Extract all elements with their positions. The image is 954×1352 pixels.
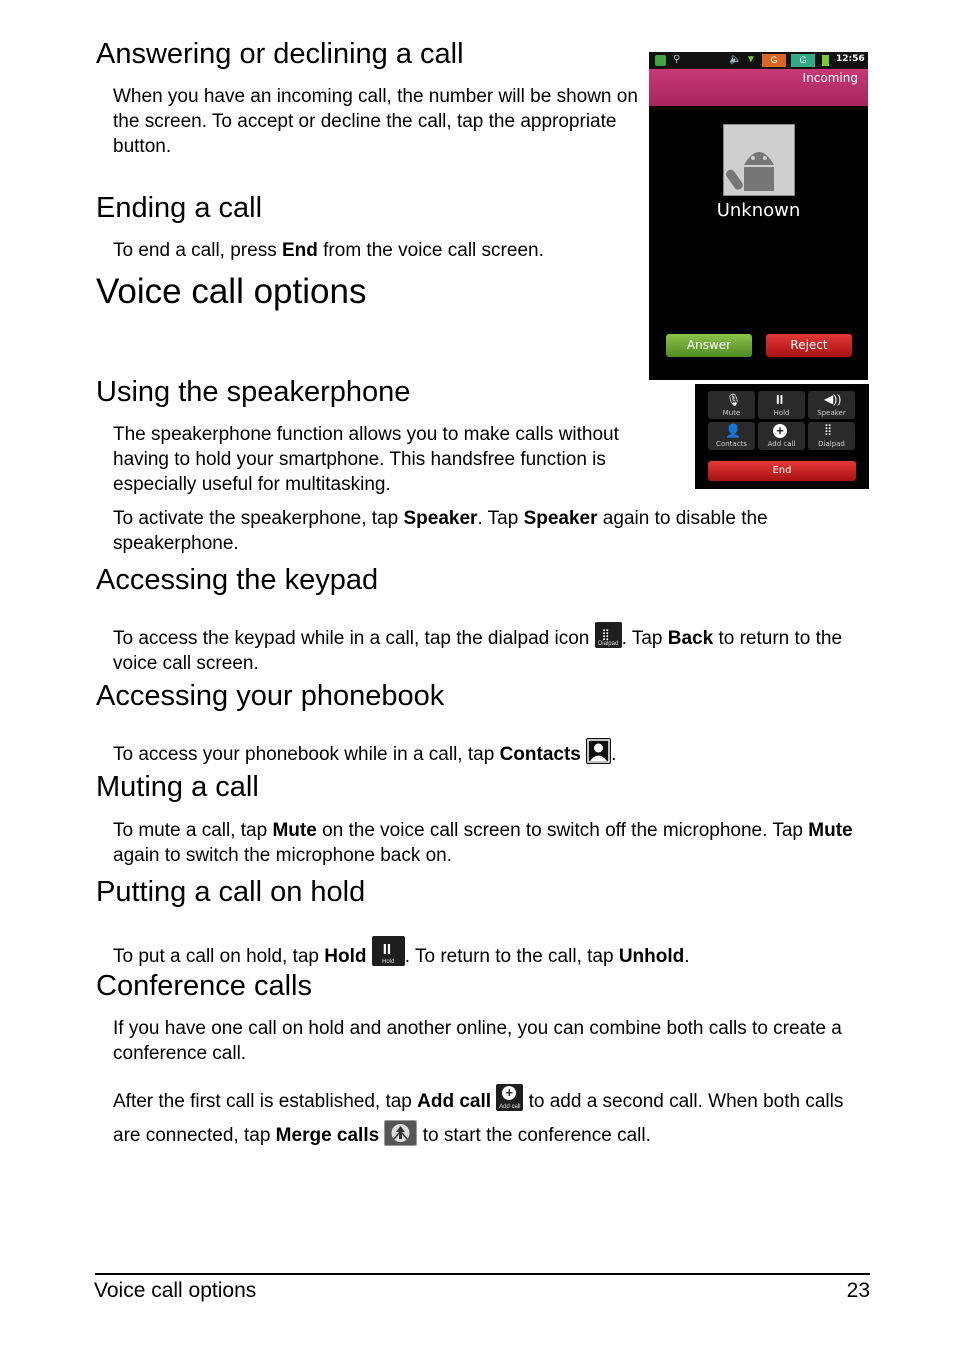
hold-icon: [372, 936, 405, 966]
footer-title: Voice call options: [94, 1279, 257, 1302]
heading-muting: Muting a call: [96, 771, 259, 803]
key-add-call[interactable]: [758, 422, 805, 450]
heading-ending: Ending a call: [96, 192, 263, 224]
answering-text: When you have an incoming call, the number will be shown on the screen. To accept or decline the call, tap the appropriate button.: [113, 86, 638, 157]
key-mute-label: Mute: [722, 409, 741, 417]
key-add-call-label: Add call: [767, 440, 796, 448]
heading-conference: Conference calls: [96, 970, 312, 1002]
heading-phonebook: Accessing your phonebook: [96, 680, 445, 712]
heading-answering: Answering or declining a call: [96, 38, 464, 70]
keypad-text: To access the keypad while in a call, tap the dialpad icon ⣿ Dialpad . Tap Back to return to the voice call screen.: [113, 622, 873, 676]
pause-icon: II: [382, 941, 392, 958]
answer-button[interactable]: Answer: [666, 334, 752, 357]
conference-steps-text: After the first call is established, tap Add call + Add call to add a second call. When both calls are connected, tap Merge calls to start the conference call.: [113, 1085, 844, 1146]
phonebook-text: To access your phonebook while in a call, tap Contacts .: [113, 738, 873, 767]
contacts-icon: [586, 738, 611, 764]
footer-rule: [95, 1273, 870, 1275]
speaker-icon: ◀)): [824, 392, 842, 406]
plus-icon: +: [502, 1086, 516, 1100]
wifi-icon: ▼: [746, 54, 756, 65]
key-hold[interactable]: [758, 391, 805, 419]
in-call-screenshot: [695, 384, 869, 489]
phone-notification-icon: [655, 55, 666, 66]
key-mute[interactable]: [708, 391, 755, 419]
speakerphone-activate-text: To activate the speakerphone, tap Speaker. Tap Speaker again to disable the speakerphone.: [113, 508, 768, 554]
mic-off-icon: 🎙: [726, 393, 742, 407]
heading-voice-call-options: Voice call options: [96, 272, 367, 311]
muting-text: To mute a call, tap Mute on the voice call screen to switch off the microphone. Tap Mute again to switch the microphone back on.: [113, 820, 853, 866]
add-call-icon: +: [773, 424, 787, 438]
dialpad-icon: ⣿: [824, 424, 832, 436]
add-call-icon: [496, 1084, 523, 1111]
page-number: 23: [846, 1279, 870, 1302]
ending-text: To end a call, press End from the voice call screen.: [113, 240, 544, 261]
merge-calls-icon: [384, 1120, 417, 1146]
signal-icon: G: [762, 54, 786, 67]
heading-hold: Putting a call on hold: [96, 876, 366, 908]
key-contacts[interactable]: [708, 422, 755, 450]
usb-icon: ⚲: [673, 54, 681, 65]
dialpad-icon: [595, 622, 622, 648]
incoming-banner: [649, 69, 868, 106]
key-contacts-label: Contacts: [716, 440, 747, 448]
key-dialpad-label: Dialpad: [818, 440, 845, 448]
add-call-icon-label: Add call: [499, 1104, 521, 1110]
pause-icon: II: [776, 392, 784, 407]
incoming-label: Incoming: [802, 71, 858, 85]
key-speaker[interactable]: [808, 391, 855, 419]
dialpad-icon-label: Dialpad: [597, 641, 619, 647]
hold-text: To put a call on hold, tap Hold II Hold . To return to the call, tap Unhold.: [113, 936, 873, 969]
end-call-button[interactable]: End: [708, 461, 856, 481]
key-speaker-label: Speaker: [817, 409, 846, 417]
contacts-icon: 👤: [725, 423, 742, 438]
caller-name: Unknown: [716, 200, 801, 221]
heading-speakerphone: Using the speakerphone: [96, 376, 411, 408]
signal-2-icon: G: [791, 54, 815, 67]
speakerphone-text: The speakerphone function allows you to make calls without having to hold your smartphone. This handsfree function is especially useful for multitasking.: [113, 424, 619, 495]
hold-icon-label: Hold: [382, 959, 395, 965]
incoming-call-screenshot: [649, 52, 868, 380]
volume-icon: 🔈: [729, 54, 742, 65]
key-dialpad[interactable]: [808, 422, 855, 450]
heading-keypad: Accessing the keypad: [96, 564, 379, 596]
reject-button[interactable]: Reject: [766, 334, 852, 357]
key-hold-label: Hold: [773, 409, 790, 417]
status-time: 12:56: [836, 54, 865, 64]
conference-text: If you have one call on hold and another online, you can combine both calls to create a conference call.: [113, 1018, 842, 1064]
android-icon: [724, 125, 794, 195]
status-bar: [649, 52, 868, 69]
battery-icon: [822, 55, 829, 66]
caller-avatar: [723, 124, 795, 196]
dialpad-grid-icon: ⣿: [601, 629, 610, 641]
